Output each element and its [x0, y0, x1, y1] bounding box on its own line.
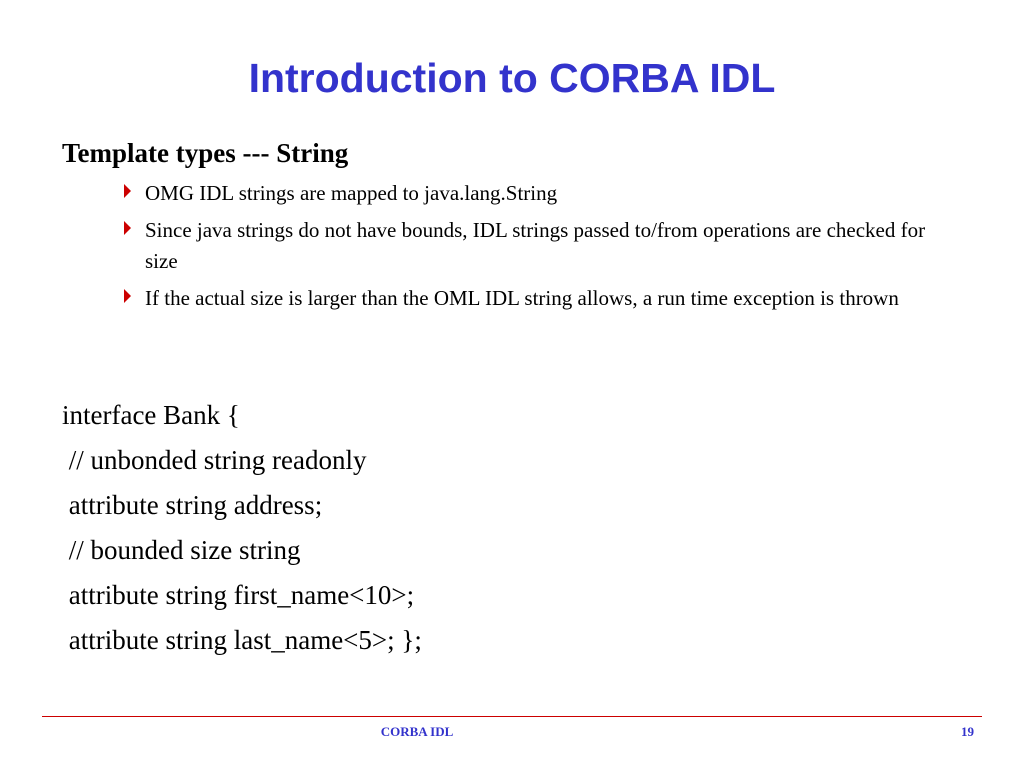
code-line: // bounded size string: [62, 535, 301, 565]
code-line: // unbonded string readonly: [62, 445, 367, 475]
slide-title: Introduction to CORBA IDL: [248, 55, 776, 101]
bullet-list: [124, 178, 954, 320]
bullet-text: OMG IDL strings are mapped to java.lang.String: [145, 181, 558, 205]
triangle-bullet-icon: [124, 184, 131, 198]
code-line: attribute string last_name<5>; };: [62, 625, 422, 655]
code-line: attribute string address;: [62, 490, 323, 520]
bullet-item: [124, 283, 954, 314]
footer-divider: [42, 716, 982, 717]
code-line: attribute string first_name<10>;: [62, 580, 415, 610]
footer-label: CORBA IDL: [380, 724, 454, 739]
idl-code-block: [62, 393, 422, 663]
bullet-item: [124, 178, 954, 209]
page-number: 19: [961, 724, 974, 739]
section-heading: Template types --- String: [62, 138, 349, 168]
triangle-bullet-icon: [124, 289, 131, 303]
bullet-text: If the actual size is larger than the OML IDL string allows, a run time exception is thrown: [145, 286, 899, 310]
code-line: interface Bank {: [62, 400, 240, 430]
triangle-bullet-icon: [124, 221, 131, 235]
bullet-text: Since java strings do not have bounds, IDL strings passed to/from operations are checked for size: [145, 218, 926, 273]
bullet-item: [124, 215, 954, 277]
